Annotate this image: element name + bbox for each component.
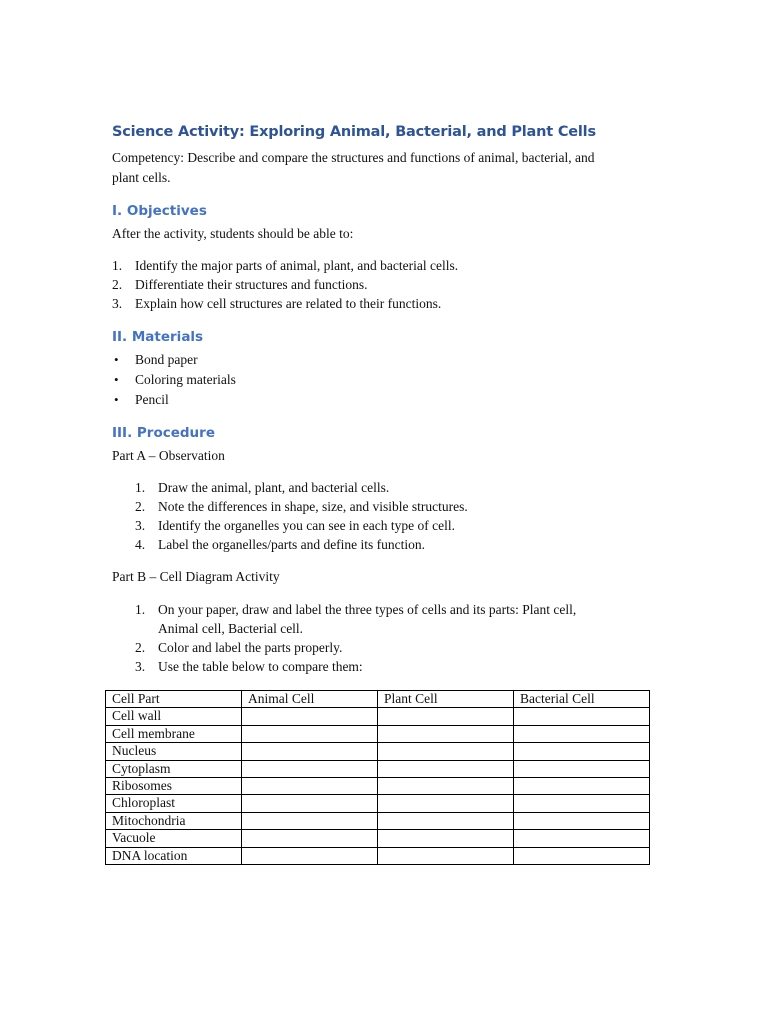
- table-row: [106, 777, 650, 794]
- table-cell-empty: [378, 725, 514, 742]
- competency-line-1: Competency: Describe and compare the structures and functions of animal, bacterial, and: [112, 150, 595, 165]
- part-a-title: Part A – Observation: [112, 448, 225, 463]
- table-cell-empty: [378, 830, 514, 847]
- table-cell-part: DNA location: [106, 847, 242, 864]
- table-row: [106, 795, 650, 812]
- table-cell-empty: [242, 743, 378, 760]
- table-cell-empty: [378, 812, 514, 829]
- competency-text: [112, 148, 652, 188]
- table-cell-part: Cytoplasm: [106, 760, 242, 777]
- page-title: Science Activity: Exploring Animal, Bacterial, and Plant Cells: [112, 124, 596, 140]
- table-cell-part: Cell membrane: [106, 725, 242, 742]
- objectives-intro: After the activity, students should be able to:: [112, 226, 354, 241]
- table-cell-empty: [514, 812, 650, 829]
- table-header-cell: Cell Part: [106, 691, 242, 708]
- competency-line-2: plant cells.: [112, 170, 171, 185]
- table-cell-empty: [514, 847, 650, 864]
- materials-heading: II. Materials: [112, 329, 204, 345]
- bullet-icon: •: [114, 372, 119, 387]
- table-cell-empty: [242, 760, 378, 777]
- table-row: [106, 812, 650, 829]
- table-header-cell: Plant Cell: [378, 691, 514, 708]
- table-cell-empty: [514, 725, 650, 742]
- table-cell-empty: [514, 708, 650, 725]
- table-cell-empty: [242, 812, 378, 829]
- table-row: [106, 760, 650, 777]
- table-cell-part: Ribosomes: [106, 777, 242, 794]
- table-cell-empty: [378, 708, 514, 725]
- table-row: [106, 725, 650, 742]
- objectives-heading: I. Objectives: [112, 203, 207, 219]
- table-cell-empty: [242, 708, 378, 725]
- table-header-cell: Bacterial Cell: [514, 691, 650, 708]
- table-row: [106, 708, 650, 725]
- table-cell-empty: [514, 830, 650, 847]
- table-cell-empty: [242, 830, 378, 847]
- table-cell-part: Mitochondria: [106, 812, 242, 829]
- table-cell-part: Chloroplast: [106, 795, 242, 812]
- table-cell-empty: [514, 777, 650, 794]
- table-cell-empty: [242, 777, 378, 794]
- table-row: [106, 847, 650, 864]
- procedure-heading: III. Procedure: [112, 425, 215, 441]
- table-cell-part: Cell wall: [106, 708, 242, 725]
- comparison-table: [105, 690, 650, 865]
- table-header-row: [106, 691, 650, 708]
- table-cell-empty: [378, 760, 514, 777]
- table-cell-empty: [378, 777, 514, 794]
- table-row: [106, 743, 650, 760]
- table-cell-empty: [514, 760, 650, 777]
- table-cell-empty: [242, 795, 378, 812]
- table-cell-part: Nucleus: [106, 743, 242, 760]
- table-header-cell: Animal Cell: [242, 691, 378, 708]
- bullet-icon: •: [114, 352, 119, 367]
- bullet-icon: •: [114, 392, 119, 407]
- table-cell-part: Vacuole: [106, 830, 242, 847]
- part-b-title: Part B – Cell Diagram Activity: [112, 569, 280, 584]
- table-cell-empty: [242, 847, 378, 864]
- table-cell-empty: [378, 743, 514, 760]
- table-cell-empty: [514, 795, 650, 812]
- document-page: Science Activity: Exploring Animal, Bacterial, and Plant Cells Competency: Describe and compare the structures and functions of animal, bacterial, and plant cells. I. Objectives After the activity, students should be able to: 1. Identify the major parts of animal, plant, and bacterial cells. 2. Differentiate their structures and functions. 3. Explain how cell structures are related to their functions. II. Materials • Bond paper • Coloring materials • Pencil III. Procedure Part A – Observation 1. Draw the animal, plant, and bacterial cells. 2. Note the differences in shape, size, and visible structures. 3. Identify the organelles you can see in each type of cell. 4. Label the organelles/parts and define its function. Part B – Cell Diagram Activity 1. On your paper, draw and label the three types of cells and its parts: Plant cell, Animal cell, Bacterial cell. 2. Color and label the parts properly. 3. Use the table below to compare them: Cell Part Animal Cell Plant Cell Bacterial Cell Cell wall Cell membrane Nucleus Cytoplasm Ribosomes Chloroplast Mitochondria Vacuole DNA location: [0, 0, 768, 1024]
- table-row: [106, 830, 650, 847]
- table-cell-empty: [514, 743, 650, 760]
- table-cell-empty: [378, 795, 514, 812]
- table-cell-empty: [378, 847, 514, 864]
- table-cell-empty: [242, 725, 378, 742]
